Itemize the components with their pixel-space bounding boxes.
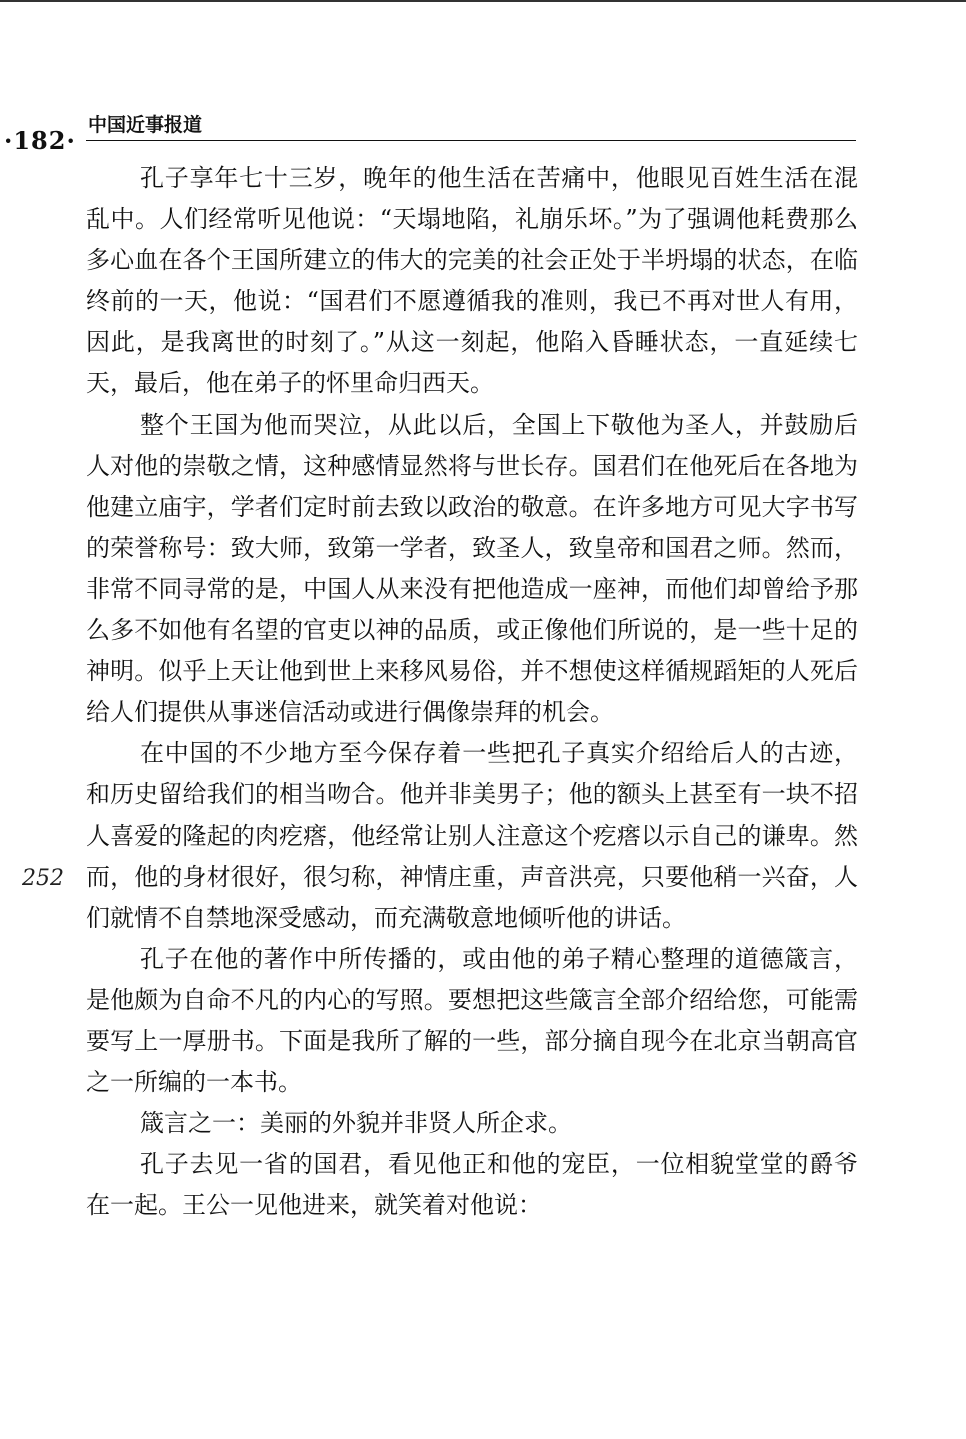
page-header bbox=[0, 110, 966, 154]
margin-page-reference: 252 bbox=[22, 866, 64, 891]
maxim-paragraph: 孔子去见一省的国君，看见他正和他的宠臣，一位相貌堂堂的爵爷在一起。王公一见他进来，就笑着对他说： bbox=[86, 1150, 858, 1220]
top-border-line bbox=[0, 0, 966, 2]
body-text bbox=[86, 158, 858, 1226]
maxim-heading: 箴言之一：美丽的外貌并非贤人所企求。 bbox=[140, 1109, 572, 1138]
paragraph-4: 孔子在他的著作中所传播的，或由他的弟子精心整理的道德箴言，是他颇为自命不凡的内心的写照。要想把这些箴言全部介绍给您，可能需要写上一厚册书。下面是我所了解的一些，部分摘自现今在北京当朝高官之一所编的一本书。 bbox=[86, 944, 858, 1097]
page-number: ·182· bbox=[4, 126, 76, 155]
paragraph-1: 孔子享年七十三岁，晚年的他生活在苦痛中，他眼见百姓生活在混乱中。人们经常听见他说：“天塌地陷，礼崩乐坏。”为了强调他耗费那么多心血在各个王国所建立的伟大的完美的社会正处于半坍塌的状态，在临终前的一天，他说：“国君们不愿遵循我的准则，我已不再对世人有用，因此，是我离世的时刻了。”从这一刻起，他陷入昏睡状态，一直延续七天，最后，他在弟子的怀里命归西天。 bbox=[86, 164, 858, 398]
header-rule bbox=[86, 140, 856, 141]
running-title: 中国近事报道 bbox=[88, 114, 203, 136]
paragraph-2: 整个王国为他而哭泣，从此以后，全国上下敬他为圣人，并鼓励后人对他的崇敬之情，这种感情显然将与世长存。国君们在他死后在各地为他建立庙宇，学者们定时前去致以政治的敬意。在许多地方可见大字书写的荣誉称号：致大师，致第一学者，致圣人，致皇帝和国君之师。然而，非常不同寻常的是，中国人从来没有把他造成一座神，而他们却曾给予那么多不如他有名望的官吏以神的品质，或正像他们所说的，是一些十足的神明。似乎上天让他到世上来移风易俗，并不想使这样循规蹈矩的人死后给人们提供从事迷信活动或进行偶像崇拜的机会。 bbox=[86, 410, 858, 727]
paragraph-3: 在中国的不少地方至今保存着一些把孔子真实介绍给后人的古迹，和历史留给我们的相当吻合。他并非美男子；他的额头上甚至有一块不招人喜爱的隆起的肉疙瘩，他经常让别人注意这个疙瘩以示自己的谦卑。然而，他的身材很好，很匀称，神情庄重，声音洪亮，只要他稍一兴奋，人们就情不自禁地深受感动，而充满敬意地倾听他的讲话。 bbox=[86, 739, 858, 932]
